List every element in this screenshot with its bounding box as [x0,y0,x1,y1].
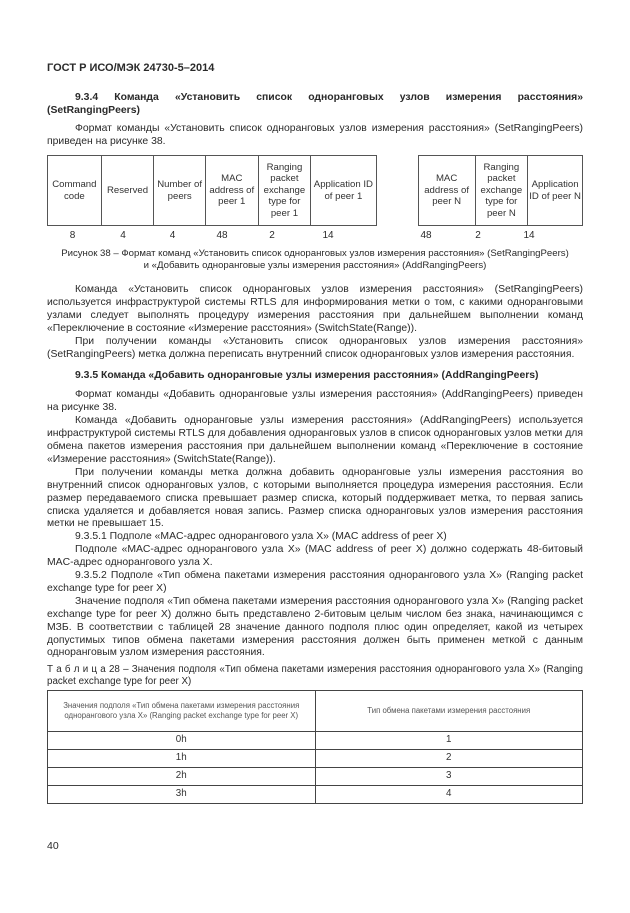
bit-size: 14 [322,230,334,241]
table-cell: 1 [315,732,583,750]
table-header-row [48,691,583,732]
table-row [48,786,583,804]
table-row [48,768,583,786]
field-cell: Number of peers [154,156,206,226]
section-heading: 9.3.5 Команда «Добавить одноранговые узлы измерения расстояния» (AddRangingPeers) [75,370,539,382]
bit-size: 4 [120,230,126,241]
bit-size [359,230,399,243]
field-cell: MAC address of peer 1 [205,156,258,226]
table-cell: 1h [48,750,316,768]
paragraph: Формат команды «Установить список одноранговых узлов измерения расстояния» (SetRangingPeers) приведен на рисунке 38. [47,122,583,147]
section-heading: 9.3.4 Команда «Установить список одноранговых узлов измерения расстояния» (SetRangingPeers) [47,92,583,116]
section-9-3-4 [47,92,583,149]
paragraph: Команда «Установить список одноранговых узлов измерения расстояния» (SetRangingPeers) используется инфраструктурой системы RTLS для информирования метки о том, с какими одноранговыми узлами следует выполнять процедуру измерения расстояния при дальнейшем выполнении команд «Переключение в состояние «Измерение расстояния» (SwitchState(Range)). [47,284,583,334]
bit-size: 8 [69,230,76,241]
figure-38 [47,155,583,272]
command-format-table [47,155,583,226]
field-cell: MAC address of peer N [418,156,475,226]
bit-size: 4 [169,230,176,241]
table-cell: 3 [315,768,583,786]
bit-size: 2 [475,230,481,241]
paragraph: 9.3.5.1 Подполе «MAC-адрес однорангового узла X» (MAC address of peer X) [75,531,447,543]
bit-size: 48 [420,230,432,241]
paragraph: 9.3.5.2 Подполе «Тип обмена пакетами измерения расстояния однорангового узла X» (Ranging packet exchange type for peer X) [47,570,583,594]
table-cell: 3h [48,786,316,804]
table-cell: 2h [48,768,316,786]
paragraph: Подполе «MAC-адрес однорангового узла X» (MAC address of peer X) должно содержать 48-битовый MAC-адрес однорангового узла X. [47,544,583,569]
paragraph: При получении команды «Установить список одноранговых узлов измерения расстояния» (SetRangingPeers) метка должна переписать внутренний список одноранговых узлов измерения расстояния. [47,335,583,360]
field-cell: Application ID of peer 1 [311,156,376,226]
bit-size: 2 [269,230,275,241]
paragraph: Формат команды «Добавить одноранговые узлы измерения расстояния» (AddRangingPeers) приведен на рисунке 38. [47,389,583,414]
page-number: 40 [47,840,59,852]
table-cell: 0h [48,732,316,750]
table-row [48,732,583,750]
field-cell: Ranging packet exchange type for peer N [475,156,528,226]
caption-line-2: и «Добавить одноранговые узлы измерения расстояния» (AddRangingPeers) [143,259,487,271]
table-cell: 4 [315,786,583,804]
body-text [47,284,583,804]
column-header: Значения подполя «Тип обмена пакетами измерения расстояния однорангового узла X» (Ranging packet exchange type for peer X) [48,691,316,732]
paragraph: При получении команды метка должна добавить одноранговые узлы измерения расстояния во внутренний список одноранговых узлов, с которыми выполняется процедура измерения расстояния. Если размер передаваемого списка превышает размер списка, который поддерживает метка, то первая запись списка удаляется и добавляется новая запись. Размер списка одноранговых узлов измерения расстояния метки не превышает 15. [47,466,583,530]
table-title: Т а б л и ц а 28 – Значения подполя «Тип обмена пакетами измерения расстояния однорангового узла X» (Ranging packet exchange type for peer X) [47,664,583,688]
ellipsis-gap-cell [376,156,418,226]
table-cell: 2 [315,750,583,768]
column-header: Тип обмена пакетами измерения расстояния [315,691,583,732]
field-cell: Command code [48,156,102,226]
table-28 [47,690,583,804]
field-bit-sizes [47,230,583,243]
table-row [48,750,583,768]
caption-line-1: Рисунок 38 – Формат команд «Установить список одноранговых узлов измерения расстояния» (SetRangingPeers) [61,247,569,259]
paragraph: Значение подполя «Тип обмена пакетами измерения расстояния однорангового узла X» (Ranging packet exchange type for peer X) должно быть представлено 2-битовым целым числом без знака, начинающимся с МЗБ. В соответствии с таблицей 28 значение данного подполя плюс один определяет, какой из четырех допустимых типов обмена пакетами измерения расстояния должен быть применен меткой с данным одноранговым узлом измерения расстояния. [47,595,583,659]
bit-size: 48 [216,230,228,241]
figure-caption [47,248,583,272]
field-cell: Reserved [101,156,154,226]
field-cell: Application ID of peer N [528,156,583,226]
field-cell: Ranging packet exchange type for peer 1 [258,156,311,226]
paragraph: Команда «Добавить одноранговые узлы измерения расстояния» (AddRangingPeers) используется инфраструктурой системы RTLS для добавления одноранговых узлов в список одноранговых узлов метки для обмена пакетов измерения расстояния при дальнейшем выполнении команд «Переключение в состояние «Измерение расстояния» (SwitchState(Range)). [47,415,583,465]
bit-size: 14 [523,230,535,241]
document-header: ГОСТ Р ИСО/МЭК 24730-5–2014 [47,62,215,74]
